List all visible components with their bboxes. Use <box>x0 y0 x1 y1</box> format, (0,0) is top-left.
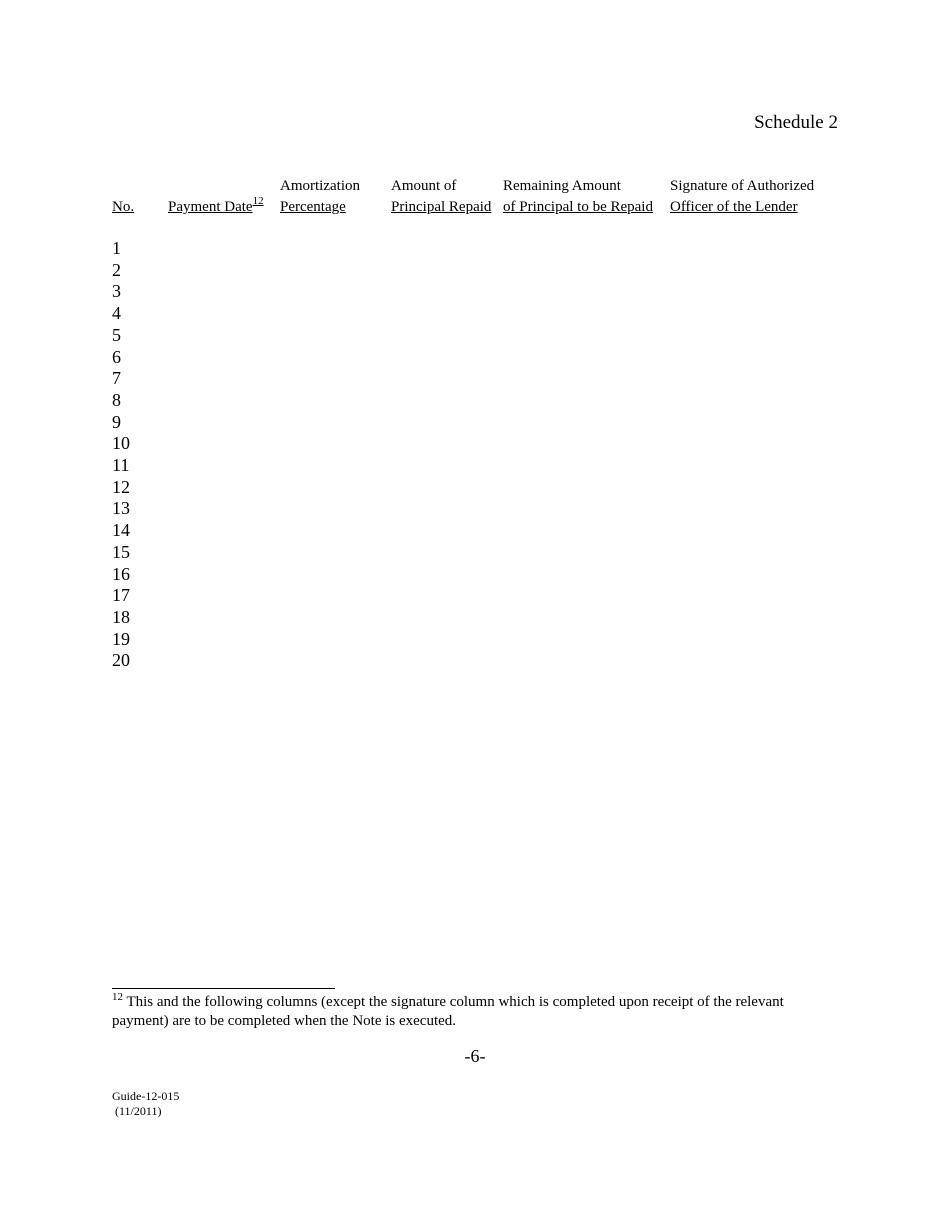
table-row: 16 <box>112 563 130 584</box>
header-signature-line1: Signature of Authorized <box>670 178 815 194</box>
footnote <box>112 993 832 1031</box>
header-remaining-line1: Remaining Amount <box>503 178 621 194</box>
guide-code-date: (11/2011) <box>112 1104 162 1118</box>
header-remaining-line2: of Principal to be Repaid <box>503 199 653 215</box>
footnote-text: This and the following columns (except the signature column which is completed upon receipt of the relevant payment) are to be completed when the Note is executed. <box>112 994 784 1029</box>
table-row: 5 <box>112 324 121 345</box>
header-payment-date-label: Payment Date <box>168 199 253 215</box>
header-amortization-percentage <box>280 176 360 218</box>
table-row: 6 <box>112 346 121 367</box>
table-row: 19 <box>112 628 130 649</box>
table-row: 14 <box>112 520 130 541</box>
table-row: 11 <box>112 455 130 476</box>
table-row: 8 <box>112 389 121 410</box>
table-row: 1 <box>112 238 121 258</box>
header-remaining-principal <box>503 176 653 218</box>
table-row: 7 <box>112 368 121 389</box>
schedule-title: Schedule 2 <box>754 112 838 133</box>
header-amortization-line1: Amortization <box>280 178 360 194</box>
table-row: 2 <box>112 259 121 280</box>
table-row: 17 <box>112 585 130 606</box>
header-amortization-line2: Percentage <box>280 199 346 215</box>
footnote-marker: 12 <box>112 991 123 1003</box>
payment-rows <box>112 238 130 672</box>
header-principal-line2: Principal Repaid <box>391 199 492 215</box>
table-row: 20 <box>112 650 130 671</box>
page-number: -6- <box>464 1046 486 1066</box>
table-row: 10 <box>112 433 130 454</box>
guide-code <box>112 1089 179 1119</box>
table-row: 4 <box>112 303 121 324</box>
header-signature-line2: Officer of the Lender <box>670 199 798 215</box>
footnote-divider <box>112 988 335 989</box>
header-no <box>112 197 134 218</box>
header-payment-date <box>168 197 264 218</box>
table-row: 3 <box>112 281 121 302</box>
table-header <box>112 176 852 220</box>
table-row: 9 <box>112 411 121 432</box>
table-row: 12 <box>112 476 130 497</box>
footnote-reference: 12 <box>252 195 264 207</box>
header-no-label: No. <box>112 199 135 215</box>
guide-code-id: Guide-12-015 <box>112 1089 180 1103</box>
table-row: 13 <box>112 498 130 519</box>
table-row: 18 <box>112 606 130 627</box>
header-principal-repaid <box>391 176 491 218</box>
header-signature <box>670 176 814 218</box>
table-row: 15 <box>112 541 130 562</box>
header-principal-line1: Amount of <box>391 178 457 194</box>
